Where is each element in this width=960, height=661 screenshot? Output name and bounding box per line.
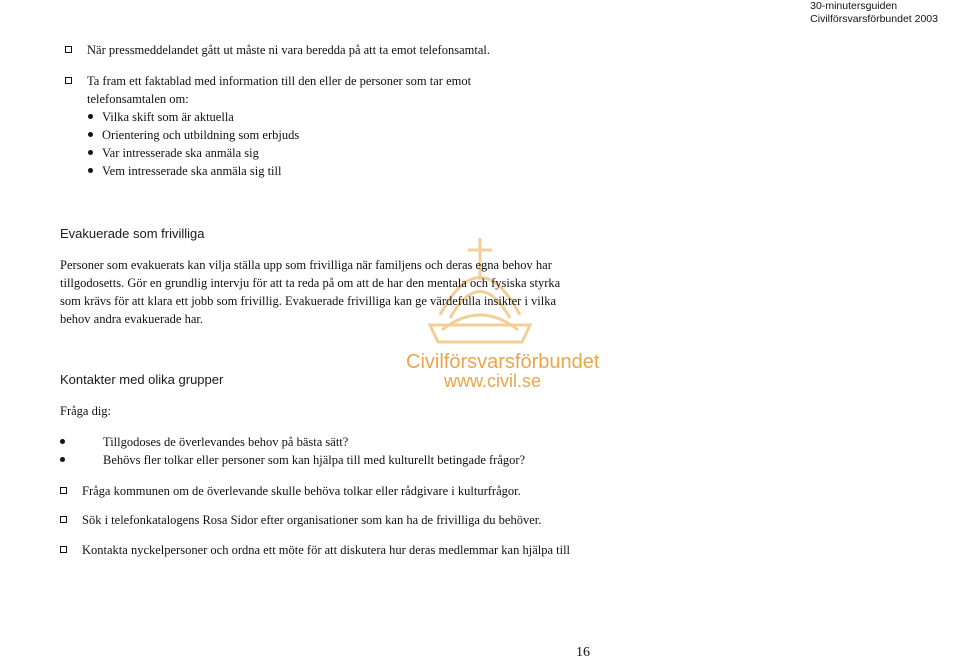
sub-bullet-item: Orientering och utbildning som erbjuds bbox=[102, 128, 300, 142]
section-heading-contacts: Kontakter med olika grupper bbox=[60, 372, 224, 387]
sub-bullet-item: Var intresserade ska anmäla sig bbox=[102, 146, 259, 160]
watermark-name: Civilförsvarsförbundet bbox=[406, 351, 600, 373]
checklist-item: Sök i telefonkatalogens Rosa Sidor efter organisationer som kan ha de frivilliga du behöver. bbox=[82, 513, 542, 527]
checklist-item: Ta fram ett faktablad med information till den eller de personer som tar emot bbox=[87, 74, 472, 88]
bullet-dot-icon bbox=[88, 168, 93, 173]
checkbox-bullet-icon bbox=[60, 487, 67, 494]
bullet-dot-icon bbox=[60, 457, 65, 462]
header-guide-title: 30-minutersguiden bbox=[810, 0, 898, 12]
ask-yourself-label: Fråga dig: bbox=[60, 404, 112, 418]
paragraph-line: Personer som evakuerats kan vilja ställa upp som frivilliga när familjens och deras egna behov har bbox=[60, 258, 552, 272]
checkbox-bullet-icon bbox=[65, 46, 72, 53]
paragraph-line: som krävs för att klara ett jobb som frivillig. Evakuerade frivilliga kan ge värdefulla insikter i vilka bbox=[60, 294, 557, 308]
checklist-item-continuation: telefonsamtalen om: bbox=[87, 92, 189, 106]
checkbox-bullet-icon bbox=[65, 77, 72, 84]
checkbox-bullet-icon bbox=[60, 546, 67, 553]
page-number: 16 bbox=[576, 645, 590, 660]
page-header bbox=[810, 0, 938, 26]
bullet-dot-icon bbox=[88, 132, 93, 137]
sub-bullet-item: Vilka skift som är aktuella bbox=[102, 110, 234, 124]
bullet-dot-icon bbox=[88, 114, 93, 119]
question-bullet-item: Tillgodoses de överlevandes behov på bästa sätt? bbox=[103, 435, 349, 449]
paragraph-line: tillgodosetts. Gör en grundlig intervju för att ta reda på om att de har den mentala och fysiska styrka bbox=[60, 276, 561, 290]
checklist-item: När pressmeddelandet gått ut måste ni vara beredda på att ta emot telefonsamtal. bbox=[87, 43, 490, 57]
checklist-item: Kontakta nyckelpersoner och ordna ett möte för att diskutera hur deras medlemmar kan hjälpa till bbox=[82, 543, 571, 557]
sub-bullet-item: Vem intresserade ska anmäla sig till bbox=[102, 164, 282, 178]
watermark-url: www.civil.se bbox=[444, 371, 542, 390]
header-organization-year: Civilförsvarsförbundet 2003 bbox=[810, 13, 938, 25]
paragraph-line: behov andra evakuerade har. bbox=[60, 312, 203, 326]
bullet-dot-icon bbox=[88, 150, 93, 155]
question-bullet-item: Behövs fler tolkar eller personer som kan hjälpa till med kulturellt betingade frågor? bbox=[103, 453, 526, 467]
section-heading-evacuated-volunteers: Evakuerade som frivilliga bbox=[60, 226, 205, 241]
checklist-item: Fråga kommunen om de överlevande skulle behöva tolkar eller rådgivare i kulturfrågor. bbox=[82, 484, 521, 498]
bullet-dot-icon bbox=[60, 439, 65, 444]
checkbox-bullet-icon bbox=[60, 516, 67, 523]
